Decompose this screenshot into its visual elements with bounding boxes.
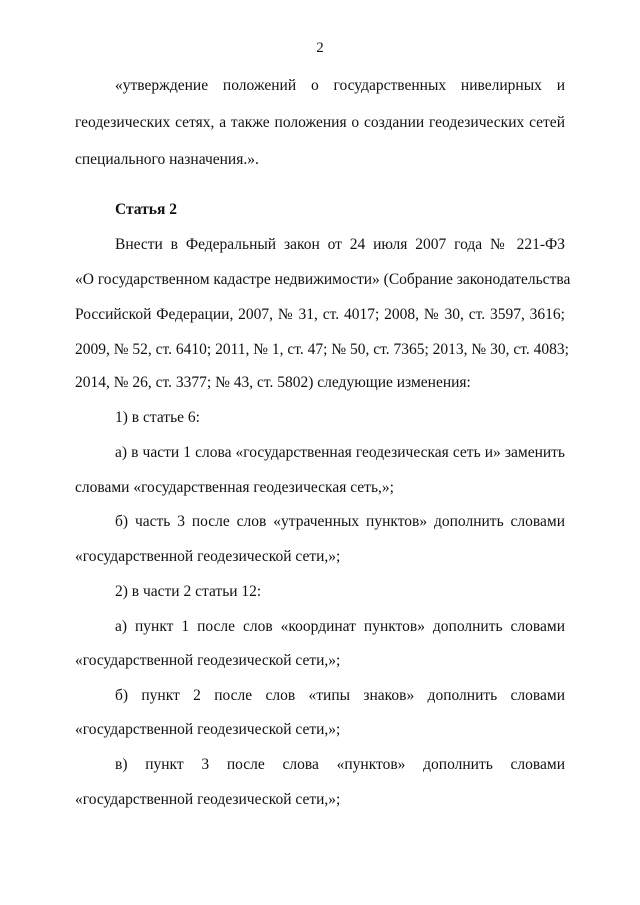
text-line: Внести в Федеральный закон от 24 июля 2007 года № 221-ФЗ xyxy=(115,236,565,253)
text-line: а) в части 1 слова «государственная геодезическая сеть и» заменить xyxy=(115,444,565,461)
text-line: словами «государственная геодезическая сеть,»; xyxy=(75,479,394,496)
text-line: Российской Федерации, 2007, № 31, ст. 4017; 2008, № 30, ст. 3597, 3616; xyxy=(75,306,565,323)
text-line: «государственной геодезической сети,»; xyxy=(75,548,341,565)
text-line: специального назначения.». xyxy=(75,151,259,168)
text-line: 2014, № 26, ст. 3377; № 43, ст. 5802) следующие изменения: xyxy=(75,374,471,391)
text-line: 2009, № 52, ст. 6410; 2011, № 1, ст. 47; № 50, ст. 7365; 2013, № 30, ст. 4083; xyxy=(75,341,569,358)
list-item: 2) в части 2 статьи 12: xyxy=(115,583,262,600)
text-line: б) часть 3 после слов «утраченных пунктов» дополнить словами xyxy=(115,513,565,530)
text-line: а) пункт 1 после слов «координат пунктов» дополнить словами xyxy=(115,618,565,635)
text-line: «утверждение положений о государственных нивелирных и xyxy=(115,77,565,94)
text-line: геодезических сетях, а также положения о создании геодезических сетей xyxy=(75,114,565,131)
page-number: 2 xyxy=(316,40,324,56)
text-line: б) пункт 2 после слов «типы знаков» дополнить словами xyxy=(115,687,565,704)
text-line: «государственной геодезической сети,»; xyxy=(75,652,341,669)
text-line: «О государственном кадастре недвижимости» (Собрание законодательства xyxy=(75,271,571,288)
article-heading: Статья 2 xyxy=(115,201,177,218)
list-item: 1) в статье 6: xyxy=(115,409,200,426)
text-line: «государственной геодезической сети,»; xyxy=(75,721,341,738)
text-line: «государственной геодезической сети,»; xyxy=(75,791,341,808)
text-line: в) пункт 3 после слова «пунктов» дополнить словами xyxy=(115,756,565,773)
